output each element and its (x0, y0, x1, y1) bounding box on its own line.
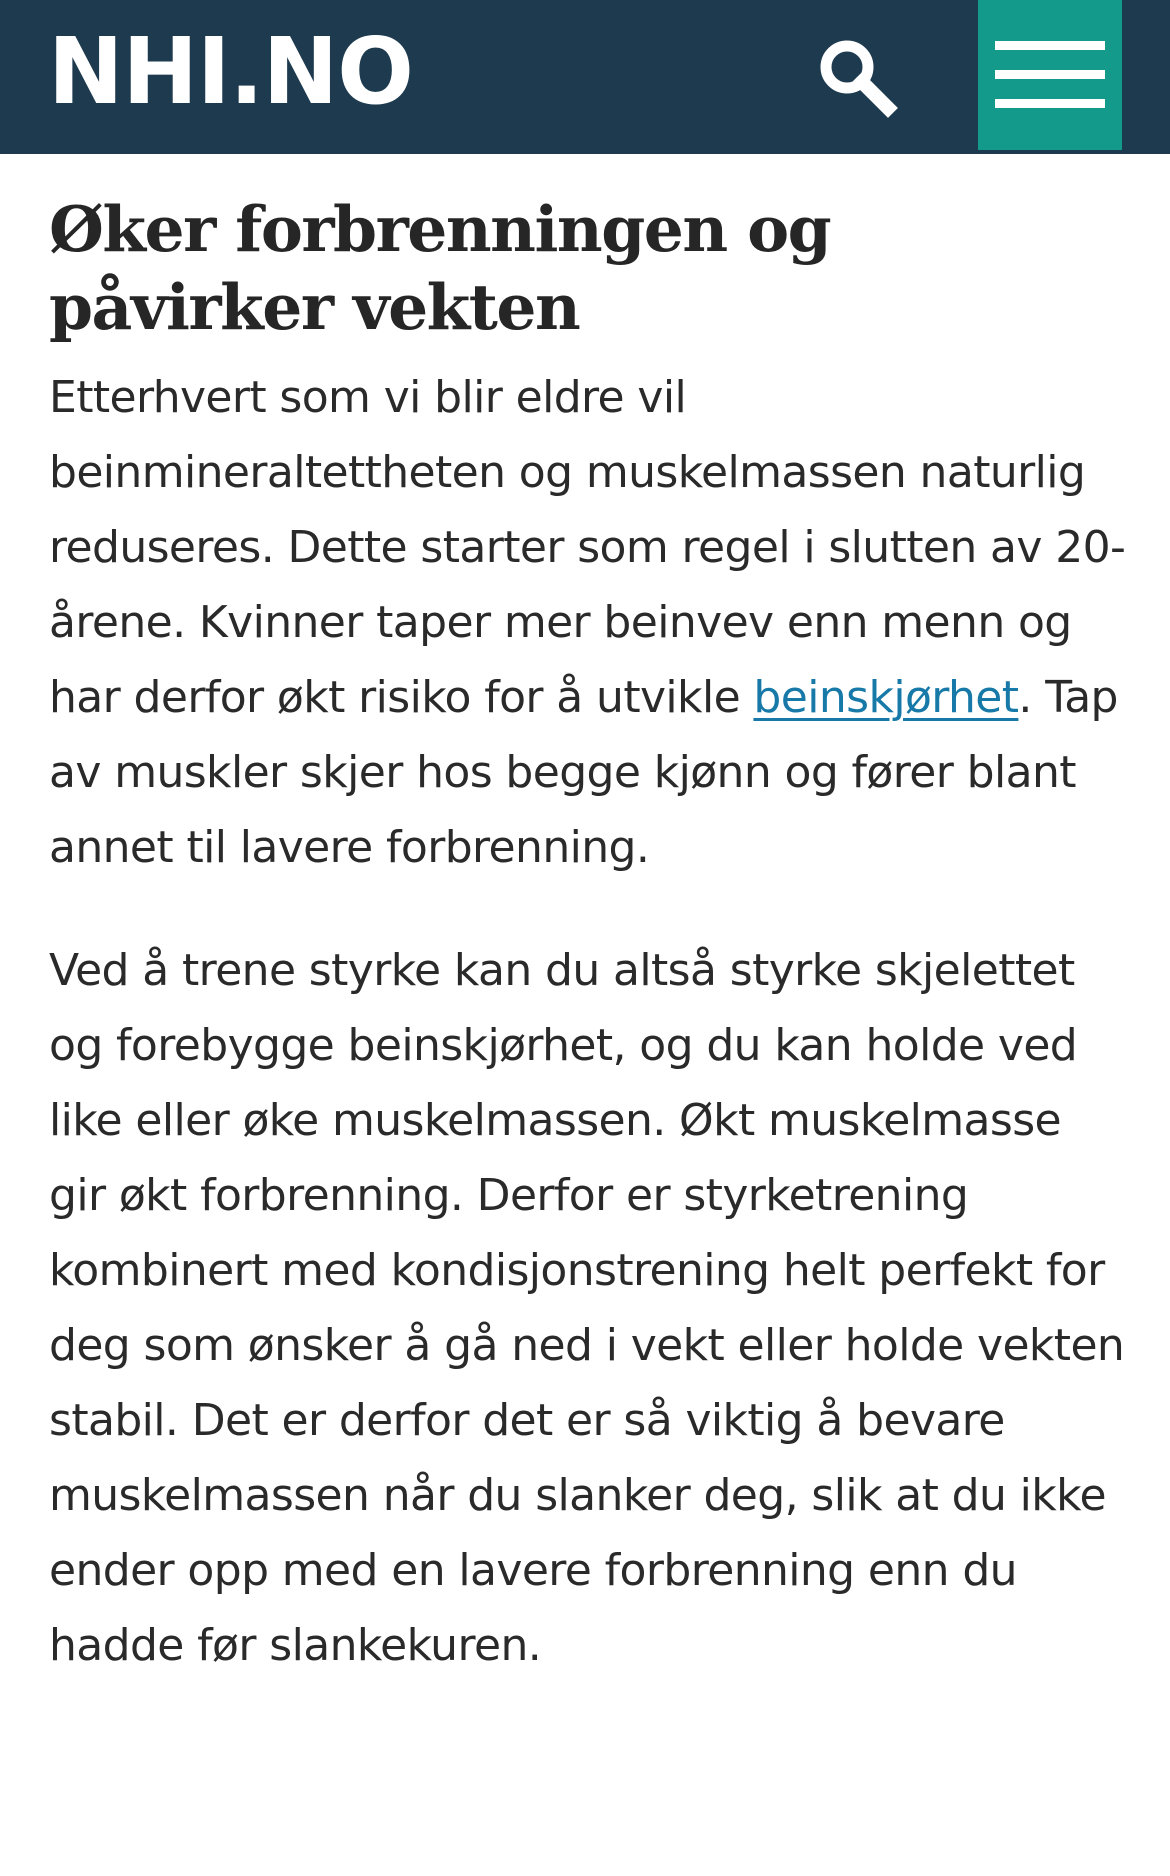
hamburger-menu-icon (995, 35, 1105, 115)
article-heading: Øker forbrenningen og påvirker vekten (49, 192, 831, 344)
site-logo[interactable]: NHI.NO (48, 18, 413, 125)
article-paragraph-1 (49, 360, 1129, 885)
search-button[interactable] (810, 30, 902, 122)
menu-button[interactable] (978, 0, 1122, 150)
paragraph-1-text-after-link: . Tap av muskler skjer hos begge kjønn og fører blant annet til lavere forbrenning. (49, 672, 1118, 873)
article-paragraph-2: Ved å trene styrke kan du altså styrke skjelettet og forebygge beinskjørhet, og du kan holde ved like eller øke muskelmassen. Økt muskelmasse gir økt forbrenning. Derfor er styrketrening kombinert med kondisjonstrening helt perfekt for deg som ønsker å gå ned i vekt eller holde vekten stabil. Det er derfor det er så viktig å bevare muskelmassen når du slanker deg, slik at du ikke ender opp med en lavere forbrenning enn du hadde før slankekuren. (49, 945, 1125, 1671)
paragraph-1-text-before-link: Etterhvert som vi blir eldre vil beinmineraltettheten og muskelmassen naturlig reduseres. Dette starter som regel i slutten av 20-årene. Kvinner taper mer beinvev enn menn og har derfor økt risiko for å utvikle (49, 372, 1126, 723)
article-content (49, 190, 1129, 1683)
site-header (0, 0, 1170, 154)
beinskjorhet-link[interactable]: beinskjørhet (753, 672, 1019, 723)
search-icon (814, 34, 898, 118)
